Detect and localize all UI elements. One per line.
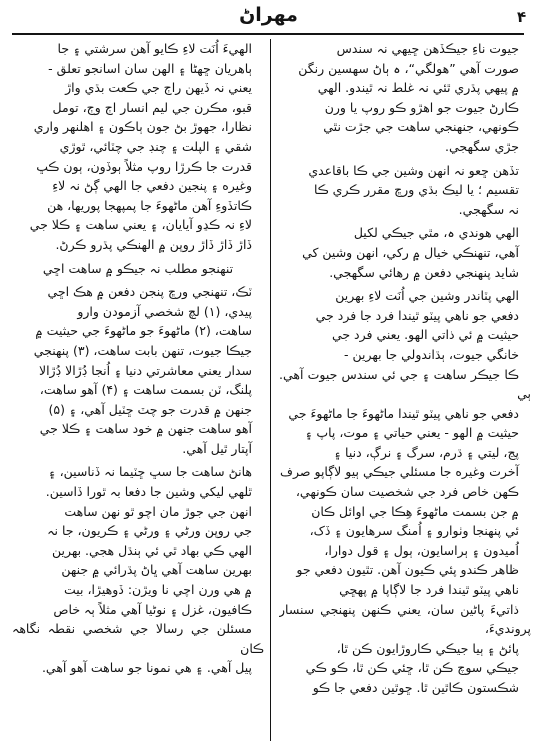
- paragraph: [12, 462, 264, 678]
- text-line: ئي پنهنجا وٺوارو ۽ اُمنگ سرهايون ۽ ڏک،: [309, 523, 519, 539]
- text-line: هانڻ ساهت جا سڀ ڇٽيما نہ ڏناسين، ۽: [48, 464, 252, 480]
- text-line: ۾ پيهي پڌري ٿئي نہ غلط نہ ٿيندو. الهي: [317, 80, 519, 96]
- text-line: صورت آهي ”هولگي“، ہ ٻاڻ سهسين رنگن: [298, 60, 519, 76]
- text-line: ڪارڻ جيوت جو اهڙو ڪو روپ يا ورن: [324, 99, 519, 115]
- paragraph: [279, 223, 531, 282]
- paragraph: [279, 39, 531, 157]
- text-line: الهيءَ اُنَت لاءِ ڪايو آهن سرشتي ۽ جا: [57, 41, 252, 56]
- text-line: آهي، تنهنڪي خيال ۾ رکي، انهن وشين کي: [302, 244, 519, 260]
- text-line: ڪونهي، جنهنجي ساهت جي جڙت نٿي: [323, 119, 519, 135]
- text-line: پيل آهي. ۽ هي نمونا جو ساهت آهو آهي.: [41, 660, 252, 676]
- paragraph: [12, 39, 264, 255]
- text-line: لاءِ نہ ڪڍو آيايان، ۽ يعني ساهت ۽ ڪلا جي: [29, 217, 252, 233]
- text-line: پيدي، (۱) لچ شخصي آزمودن وارو: [77, 303, 252, 319]
- text-line: جيڪا جيوت، تنهن بابت ساهت، (۳) پنهنجي: [33, 342, 252, 358]
- text-line: ۾ جن بسمت ماڻهوءَ هِڪا جي اوائل ڪان: [311, 503, 519, 519]
- right-column: [279, 39, 531, 741]
- header-divider: [12, 33, 524, 35]
- text-line: شڪستون ڪاٿين ٿا. ڇوٿين دفعي جا ڪو: [312, 680, 519, 695]
- text-line: ٿلهي ليکي وشين جا دفعا بہ ٿورا ڏاسين.: [45, 484, 252, 500]
- text-line: الهي هوندي ہ، مٿي جيڪي لکيل: [353, 225, 519, 241]
- text-line: ڏاڙ ڏاڙ ڏاڙ روپن ۾ الهنڪي پڌرو ڪرڻ.: [55, 236, 252, 252]
- text-line: آپتار ٿيل آهي.: [182, 440, 252, 456]
- text-line: مسئلن جي رسالا جي شخصي نقطہ نگاهہ ڪان: [12, 621, 264, 656]
- text-line: ٻاهريان ڇهڻا ۽ الهن سان اسانجو تعلق -: [48, 60, 252, 76]
- paragraph: [12, 282, 264, 458]
- text-line: نظارا، جهوڙ بڻ جون ٻاڪون ۽ اهلنهر واري: [33, 119, 252, 135]
- text-line: سدار يعني معاشرتي دنيا ۽ اُنجا ڊُڙالا ڊُڙالا: [38, 362, 252, 378]
- text-line: الهي ڪي بهاد ٿي ئي ٻنڌل هجي. بهرين: [51, 542, 252, 558]
- text-line: ڪا جيڪر ساهت ۽ جي ئي سندس جيوت آهي. ٻي: [279, 366, 531, 402]
- text-line: ذاتيءَ پاڻين سان، يعني ڪنهن پنهنجي سنسار پرونديءَ،: [279, 601, 531, 637]
- text-line: پڃ، ليتي ۽ ڌرم، سرگ ۽ نرڳ، دنيا ۽: [333, 444, 519, 460]
- text-line: پائڻ ۽ ٻيا جيڪي ڪاروڙايون ڪن ٿا،: [336, 640, 519, 656]
- paragraph: [279, 286, 531, 697]
- text-line: قدرت جا ڪرڙا روپ مثلاً ٻوڏون، ٻون ڪڀ: [36, 158, 252, 174]
- text-line: حيثيت ۾ ئي ذاتي الهو. يعني فرد جي: [331, 327, 519, 343]
- text-line: نہ سگهجي.: [458, 201, 519, 217]
- text-line: ڪهن خاص فرد جي شخصيت سان ڪونهي،: [295, 484, 519, 500]
- text-line: الهي پٽاندر وشين جي اُنَت لاءِ بهرين: [335, 288, 519, 304]
- text-line: ڪاتڏوءِ آهن ماڻهوءَ جا پمپهجا پوريها، هن: [47, 197, 252, 213]
- text-line: اُميدون ۽ ٻراسايون، ٻول ۽ قول دوارا،: [324, 542, 519, 558]
- text-line: شقي ۽ الپلت ۽ چنڊ جي چٽائي، ٿوڙي: [59, 138, 252, 154]
- text-line: تقسيم ؛ يا ليڪ بڌي ورڇ مقرر ڪري ڪا: [314, 182, 519, 198]
- text-line: جنهن ۾ قدرت جو چٽ ڇٽيل آهي، ۽ (۵): [48, 401, 252, 417]
- text-line: ٽڪ، تنهنجي ورڇ پنجن دفعن ۾ هڪ اڇي: [47, 284, 252, 300]
- paragraph: [12, 259, 264, 279]
- text-line: قبو، مڪرن جي ليم انسار اڄ وڄ، تومل: [52, 99, 252, 115]
- text-line: انهن جي جوڙ مان اچو ٿو نهن ساهت: [64, 503, 252, 519]
- text-line: جيوت ناءِ جيڪڏهن ڇيهي نہ سندس: [336, 41, 519, 56]
- text-line: پلنگ، ٽن بسمت ساهت ۽ (۴) آهو ساهت،: [39, 382, 252, 398]
- column-divider: [270, 39, 271, 741]
- paragraph: [279, 161, 531, 220]
- text-line: خانگي جيوت، ٻڌاندولي جا بهرين -: [344, 346, 519, 362]
- text-line: جڙي سگهجي.: [445, 138, 519, 154]
- text-line: آخرت وغيره جا مسئلي جيڪي ٻيو لاڳاپو صرف: [280, 464, 519, 480]
- left-column: [12, 39, 264, 741]
- text-line: دفعي جو ناهي پيٽو ٿيندا فرد جا فرد جي: [315, 307, 519, 323]
- text-line: ناهي پيٽو ٿيندا فرد جا لاڳاپا ۾ پهڇي: [339, 582, 519, 598]
- text-line: آهو ساهت جنهن ۾ خود ساهت ۽ ڪلا جي: [39, 421, 252, 437]
- magazine-title: مهراڻ: [239, 4, 298, 26]
- text-line: ساهت، (۲) ماڻهوءَ جو ماڻهوءَ جي حيثيت ۾: [35, 323, 252, 339]
- text-line: جي روپن ورڻي ۽ ورڻي ۽ ڪريون، جا نہ: [47, 523, 252, 539]
- text-line: ظاهر ڪندو پئي ڪيون آهن. تٿيون دفعي جو: [296, 562, 519, 578]
- text-line: بهرين ساهت آهي ڀاڻ پڌرائي ۾ جنهن: [61, 562, 252, 578]
- text-line: حيثيت ۾ الهو - يعني حياتي ۽ موت، پاپ ۽: [305, 425, 519, 441]
- text-line: ڪافيون، غزل ۽ نوڻيا آهي مثلاً ٻہ خاص: [53, 601, 252, 617]
- page-number: ۴: [517, 8, 527, 26]
- text-line: تڏهن ڇعو نہ انهن وشين جي ڪا باقاعدي: [308, 162, 519, 178]
- text-line: جيڪي سوچ ڪن ٿا، ڇئي ڪن ٿا، ڪو ڪي: [305, 660, 519, 676]
- text-line: ۾ هي ورن اچي نا ويڙن: ڏوهيڙا، بيت: [63, 582, 252, 598]
- text-line: يعني نہ ڏيهن راڄ جي ڪعت بڌي واڙ: [65, 80, 252, 96]
- text-line: وغيره ۽ پنجين دفعي جا الهي ڳڻ نہ لاءِ: [52, 178, 252, 194]
- text-line: تنهنجو مطلب نہ جيڪو ۾ ساهت اڇي: [42, 260, 234, 276]
- text-line: دفعي جو ناهي پيٽو ٿيندا ماڻهوءَ جا ماڻهوءَ جي: [288, 405, 519, 421]
- text-line: شايد پنهنجي دفعن ۾ رهائي سگهجي.: [329, 264, 519, 280]
